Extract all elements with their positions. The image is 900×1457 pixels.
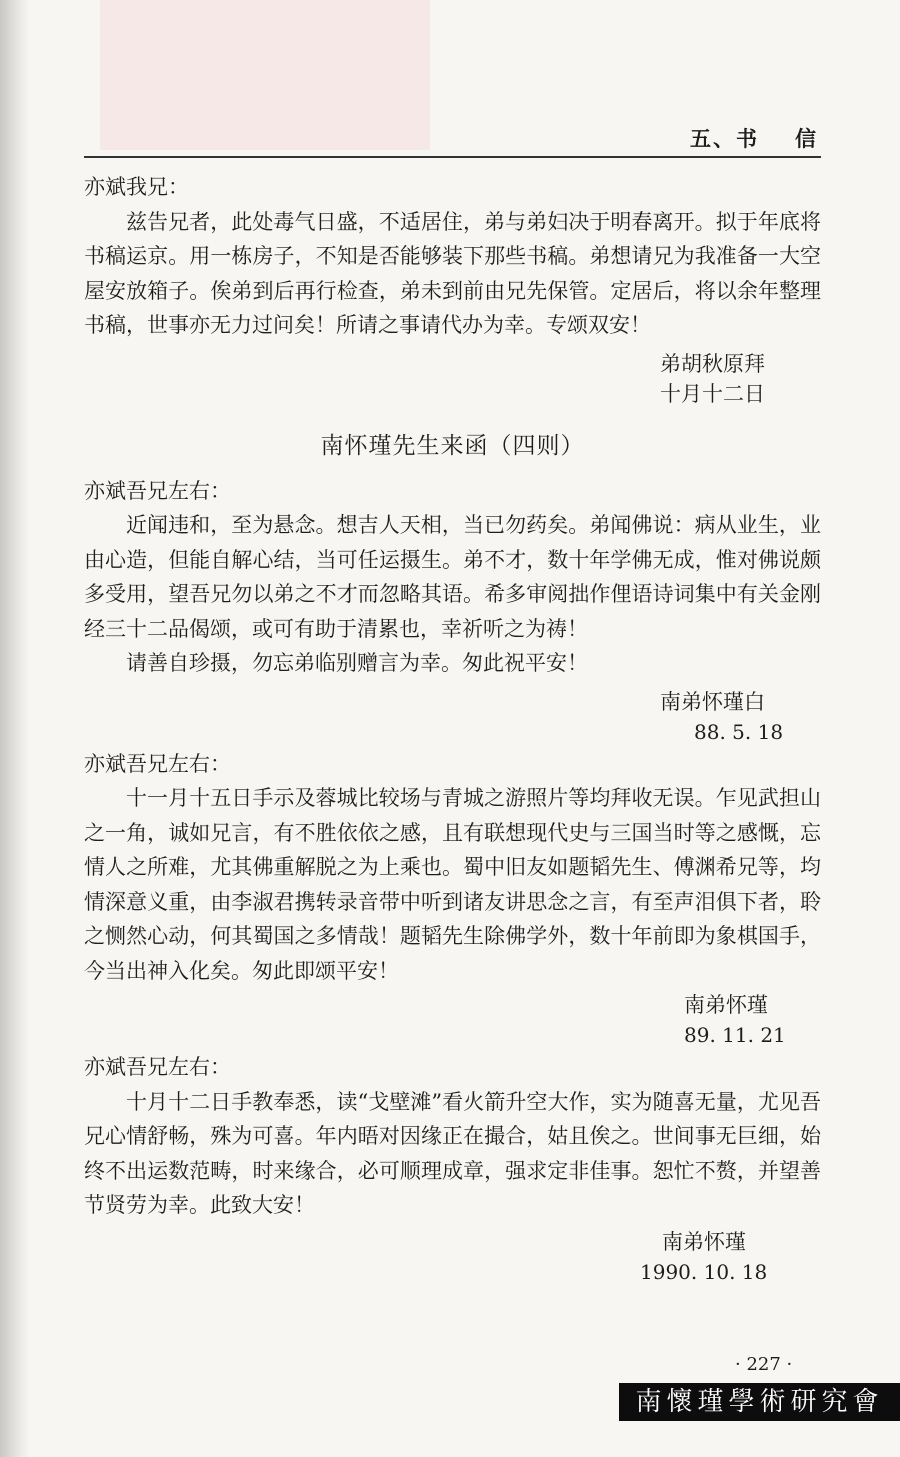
watermark-badge: 南懷瑾學術研究會 [619,1383,900,1421]
letter-signature-block [660,687,821,747]
letter-nan-2 [84,747,821,1051]
letter-signature-block [684,990,821,1050]
letter-signature: 南弟怀瑾 [684,993,768,1017]
header-section-word: 信 [795,127,818,151]
letter-body: 兹告兄者，此处毒气日盛，不适居住，弟与弟妇决于明春离开。拟于年底将书稿运京。用一栋房子，不知是否能够装下那些书稿。弟想请兄为我准备一大空屋安放箱子。俟弟到后再行检查，弟未到前由兄先保管。定居后，将以余年整理书稿，世事亦无力过问矣！所请之事请代办为幸。专颂双安！ [84,209,821,337]
letter-signature: 弟胡秋原拜 [660,351,765,376]
letter-signature-block [640,1227,821,1287]
sticky-note-tab [100,0,430,150]
letter-body: 十月十二日手教奉悉，读“戈壁滩”看火箭升空大作，实为随喜无量，尤见吾兄心情舒畅，殊为可喜。年内晤对因缘正在撮合，姑且俟之。世间事无巨细，始终不出运数范畴，时来缘合，必可顺理成章，强求定非佳事。恕忙不赘，并望善节贤劳为幸。此致大安！ [84,1089,821,1217]
header-section-number: 五、书 [690,127,759,151]
letter-body: 近闻违和，至为悬念。想吉人天相，当已勿药矣。弟闻佛说：病从业生，业由心造，但能自解心结，当可任运摄生。弟不才，数十年学佛无成，惟对佛说颇多受用，望吾兄勿以弟之不才而忽略其语。希多审阅拙作俚语诗词集中有关金刚经三十二品偈颂，或可有助于清累也，幸祈听之为祷！ [84,513,821,641]
page-number: · 227 · [735,1354,793,1375]
letter-salutation: 亦斌吾兄左右： [84,1055,231,1079]
page-gutter-shadow [0,0,30,1457]
letter-salutation: 亦斌我兄： [84,175,189,199]
letter-salutation: 亦斌吾兄左右： [84,478,231,503]
letter-salutation: 亦斌吾兄左右： [84,751,231,776]
letter-date: 88. 5. 18 [694,719,784,744]
header-rule [84,156,821,158]
letter-date: 十月十二日 [660,381,765,406]
letter-date: 1990. 10. 18 [640,1259,768,1284]
letter-body-closing: 请善自珍摄，勿忘弟临别赠言为幸。匆此祝平安！ [126,651,588,675]
section-title: 南怀瑾先生来函（四则） [320,432,585,459]
running-header [690,123,818,153]
page-content [84,170,821,1287]
letter-signature-block [660,349,821,409]
letter-signature: 南弟怀瑾 [662,1229,746,1254]
letter-date: 89. 11. 21 [684,1023,786,1047]
letter-signature: 南弟怀瑾白 [660,689,765,714]
letter-body: 十一月十五日手示及蓉城比较场与青城之游照片等均拜收无误。乍见武担山之一角，诚如兄言，有不胜依依之感，且有联想现代史与三国当时等之感慨，忘情人之所难，尤其佛重解脱之为上乘也。蜀中旧友如题韬先生、傅渊希兄等，均情深意义重，由李淑君携转录音带中听到诸友讲思念之言，有至声泪俱下者，聆之恻然心动，何其蜀国之多情哉！题韬先生除佛学外，数十年前即为象棋国手，今当出神入化矣。匆此即颂平安！ [84,786,821,983]
letter-nan-3 [84,1050,821,1287]
letter-nan-1 [84,474,821,747]
letter-hu [84,170,821,409]
